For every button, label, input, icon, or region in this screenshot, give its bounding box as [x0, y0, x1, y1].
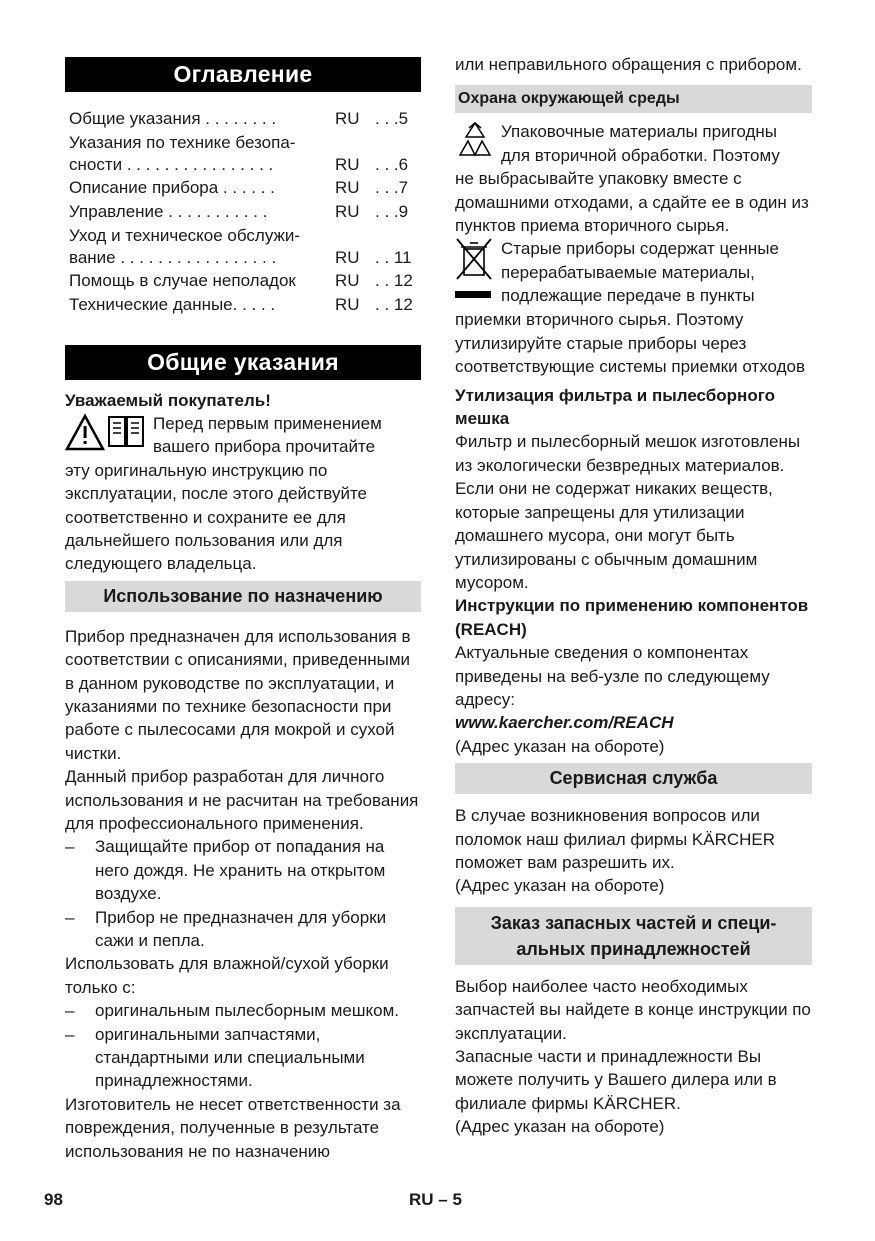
- environment-section-title: Охрана окружающей среды: [455, 85, 812, 113]
- section-page: RU – 5: [409, 1190, 462, 1209]
- usage-paragraph-continued: или неправильного обращения с прибором.: [455, 55, 802, 74]
- service-section-title: Сервисная служба: [455, 763, 812, 794]
- manual-book-icon: [109, 417, 143, 446]
- warning-triangle-icon: [65, 412, 153, 459]
- page-number: 98: [44, 1190, 63, 1209]
- general-section-title: Общие указания: [65, 345, 421, 380]
- toc-row[interactable]: Уход и техническое обслужи- вание . . . . . . . . . . . . . . . . . RU . . 11: [69, 225, 412, 267]
- list-item: – Защищайте прибор от попадания на него дождя. Не хранить на открытом воздухе.: [65, 837, 386, 904]
- usage-paragraph: Прибор предназначен для использования в соответствии с описаниями, приведенными в данном руководстве по эксплуатации, и указаниями по технике безопасности при работе с пылесосами для мокрой и сухой чистки.: [65, 626, 411, 763]
- usage-section-title: Использование по назначению: [65, 581, 421, 612]
- recycle-icon: [455, 120, 501, 167]
- reach-link[interactable]: www.kaercher.com/REACH: [455, 713, 674, 733]
- reach-title: Инструкции по применению компонентов (REACH): [455, 596, 809, 639]
- recycle-block: Упаковочные материалы пригодны для вторичной обработки. Поэтому не выбрасывайте упаковку вместе с домашними отходами, а сдайте ее в один из пунктов приема вторичного сырья.: [455, 122, 809, 236]
- usage-paragraph: Изготовитель не несет ответственности за повреждения, полученные в результате использования не по назначению: [65, 1094, 401, 1161]
- crossed-bin-icon: [455, 237, 501, 308]
- list-item: – оригинальными запчастями, стандартными или специальными принадлежностями.: [65, 1024, 365, 1091]
- filter-title: Утилизация фильтра и пылесборного мешка: [455, 385, 775, 429]
- usage-paragraph: Данный прибор разработан для личного использования и не расчитан на требования для профессионального применения.: [65, 767, 419, 833]
- toc-row[interactable]: Помощь в случае неполадок RU . . 12: [69, 270, 413, 290]
- list-item: – Прибор не предназначен для уборки сажи и пепла.: [65, 907, 387, 951]
- toc-row[interactable]: Описание прибора . . . . . . RU . . .7: [69, 177, 409, 197]
- toc-row[interactable]: Указания по технике безопа- сности . . . . . . . . . . . . . . . . RU . . .6: [69, 132, 409, 174]
- list-item: – оригинальным пылесборным мешком.: [65, 1001, 399, 1021]
- greeting: Уважаемый покупатель!: [65, 390, 271, 410]
- weee-block: Старые приборы содержат ценные перерабатываемые материалы, подлежащие передаче в пункты приемки вторичного сырья. Поэтому утилизируйте старые приборы через соответствующие системы приемки отходов: [455, 239, 805, 377]
- usage-paragraph: Использовать для влажной/сухой уборки только с:: [65, 954, 389, 997]
- left-column: [65, 57, 421, 1163]
- toc-row[interactable]: Управление . . . . . . . . . . . RU . . .9: [69, 202, 409, 221]
- table-of-contents: [65, 107, 421, 318]
- intro-block: Перед первым применением вашего прибора прочитайте эту оригинальную инструкцию по эксплуатации, после этого действуйте соответственно и сохраните ее для дальнейшего пользования или для следующего владельца.: [65, 412, 421, 576]
- toc-row[interactable]: Общие указания . . . . . . . . RU . . .5: [69, 109, 409, 128]
- intro-text: эту оригинальную инструкцию по эксплуатации, после этого действуйте соответственно и сохраните ее для дальнейшего пользования или для следующего владельца.: [65, 460, 368, 574]
- toc-title: Оглавление: [65, 57, 421, 92]
- toc-row[interactable]: Технические данные. . . . . RU . . 12: [69, 295, 413, 314]
- right-column: или неправильного обращения с прибором. Охрана окружающей среды Упаковочные материалы пригодны для вторичной обработки. Поэтому не выбрасывайте упаковку вместе с домашними отходами, а сдайте ее в один из пунктов приема вторичного сырья. Старые приборы содержат ценные перерабатываемые материалы, подлежащие передаче в пункты приемки вторичного сырья. Поэтому утилизируйте старые приборы через соответствующие системы приемки отходов Утилизация фильтра и пылесборного мешка Фильтр и пылесборный мешок изготовлены из экологически безвредных материалов. Если они не содержат никаких веществ, которые запрещены для утилизации домашнего мусора, они могут быть утилизированы с обычным домашним мусором. Инструкции по применению компонентов (REACH) Актуальные сведения о компонентах приведены на веб-узле по следующему адресу: www.kaercher.com/REACH (Адрес указан на обороте) Сервисная служба В случае возникновения вопросов или поломок наш филиал фирмы KÄRCHER поможет вам разрешить их. (Адрес указан на обороте) Заказ запасных частей и специ- альных принадлежностей Выбор наиболее часто необходимых запчастей вы найдете в конце инструкции по эксплуатации. Запасные части и принадлежности Вы можете получить у Вашего дилера или в филиале фирмы KÄRCHER. (Адрес указан на обороте): [455, 55, 811, 1137]
- parts-section-title: Заказ запасных частей и специ- альных принадлежностей: [455, 907, 812, 965]
